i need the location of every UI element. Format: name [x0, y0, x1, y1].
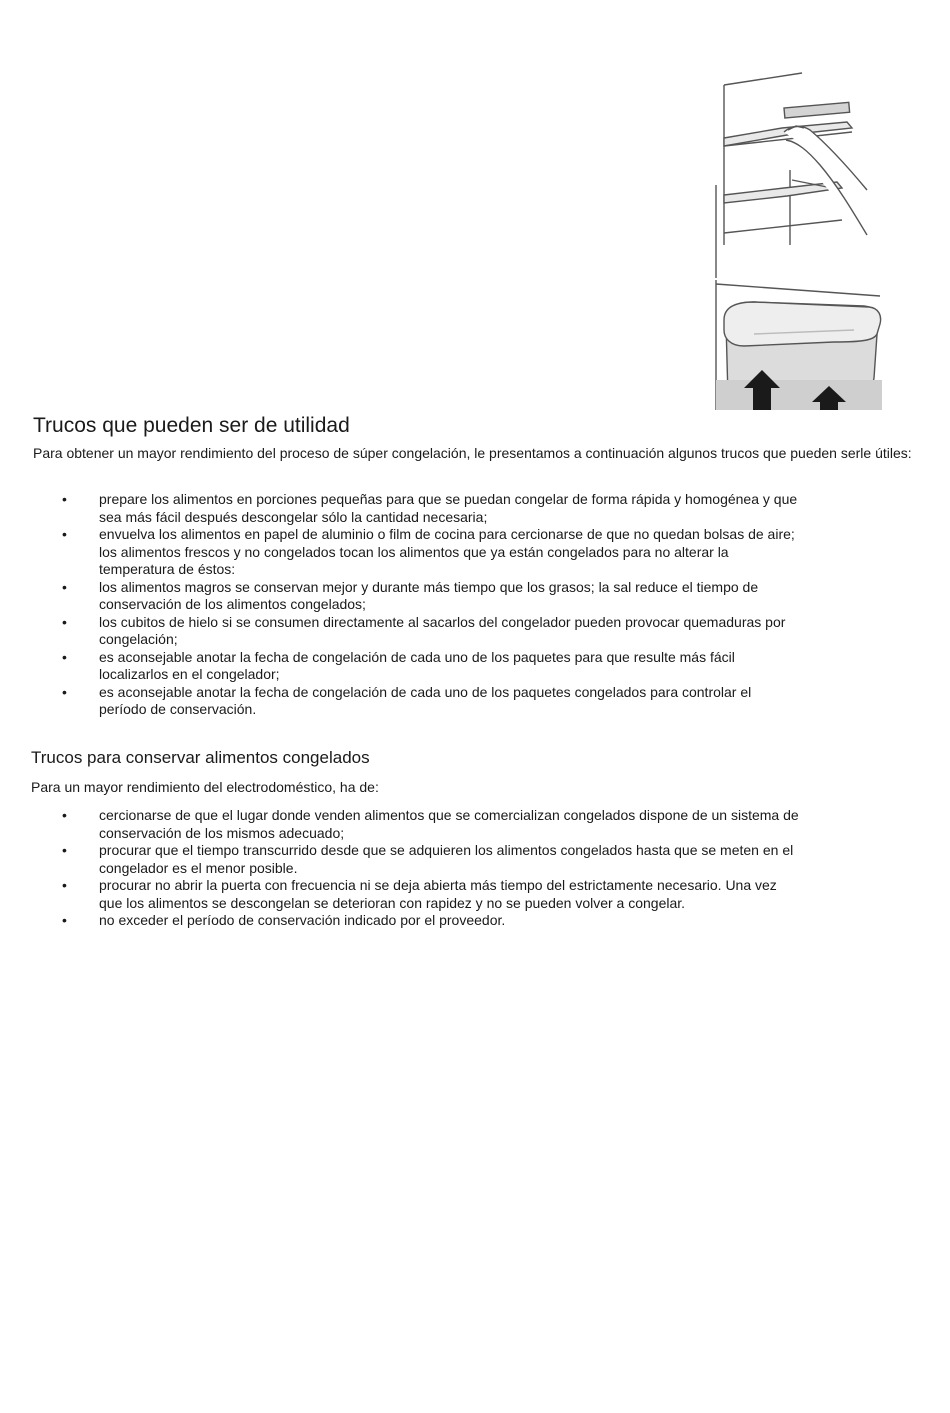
list-item	[62, 649, 802, 684]
bullet: •	[62, 578, 67, 595]
drawer-removal-illustration	[714, 280, 882, 410]
bullet: •	[62, 683, 67, 700]
list-item	[62, 684, 802, 719]
list-item	[62, 579, 802, 614]
list-item-text: no exceder el período de conservación indicado por el proveedor.	[99, 912, 506, 928]
bullet: •	[62, 877, 67, 893]
shelf-removal-illustration	[712, 70, 872, 280]
list-item-text: prepare los alimentos en porciones pequeñas para que se puedan congelar de forma rápida y homogénea y que sea más fácil después descongelar sólo la cantidad necesaria;	[99, 491, 798, 525]
list-item	[62, 491, 802, 526]
list-item	[62, 526, 802, 579]
bullet: •	[62, 648, 67, 665]
list-item-text: procurar no abrir la puerta con frecuencia ni se deja abierta más tiempo del estrictamente necesario. Una vez que los alimentos se descongelan se deterioran con rapidez y no se pueden volver a congelar.	[99, 877, 777, 911]
section-intro: Para obtener un mayor rendimiento del proceso de súper congelación, le presentamos a continuación algunos trucos que pueden serle útiles:	[33, 445, 912, 461]
list-item	[62, 842, 802, 877]
list-item-text: es aconsejable anotar la fecha de congelación de cada uno de los paquetes para que resulte más fácil localizarlos en el congelador;	[99, 648, 735, 682]
list-item-text: cercionarse de que el lugar donde venden alimentos que se comercializan congelados dispone de un sistema de conservación de los mismos adecuado;	[99, 807, 799, 841]
bullet: •	[62, 842, 67, 858]
list-item	[62, 807, 802, 842]
section-title: Trucos que pueden ser de utilidad	[33, 414, 350, 437]
section-intro: Para un mayor rendimiento del electrodoméstico, ha de:	[31, 779, 379, 795]
bullet: •	[62, 807, 67, 823]
list-item-text: es aconsejable anotar la fecha de congelación de cada uno de los paquetes congelados para controlar el período de conservación.	[99, 683, 752, 717]
list-item-text: los cubitos de hielo si se consumen directamente al sacarlos del congelador pueden provocar quemaduras por congelación;	[99, 613, 786, 647]
list-item	[62, 614, 802, 649]
bullet: •	[62, 526, 67, 542]
section-title: Trucos para conservar alimentos congelados	[31, 748, 370, 767]
list-item-text: los alimentos magros se conservan mejor y durante más tiempo que los grasos; la sal reduce el tiempo de conservación de los alimentos congelados;	[99, 578, 759, 612]
bullet: •	[62, 613, 67, 630]
list-item-text: procurar que el tiempo transcurrido desde que se adquieren los alimentos congelados hasta que se meten en el congelador es el menor posible.	[99, 842, 794, 876]
list-item	[62, 912, 802, 930]
list-item	[62, 877, 802, 912]
tips-list	[62, 491, 802, 719]
bullet: •	[62, 912, 67, 928]
list-item-text: envuelva los alimentos en papel de aluminio o film de cocina para cercionarse de que no quedan bolsas de aire; los alimentos frescos y no congelados tocan los alimentos que ya están congelados para no alterar la temperatura de éstos:	[99, 526, 795, 577]
tips-list	[62, 807, 802, 930]
bullet: •	[62, 491, 67, 507]
